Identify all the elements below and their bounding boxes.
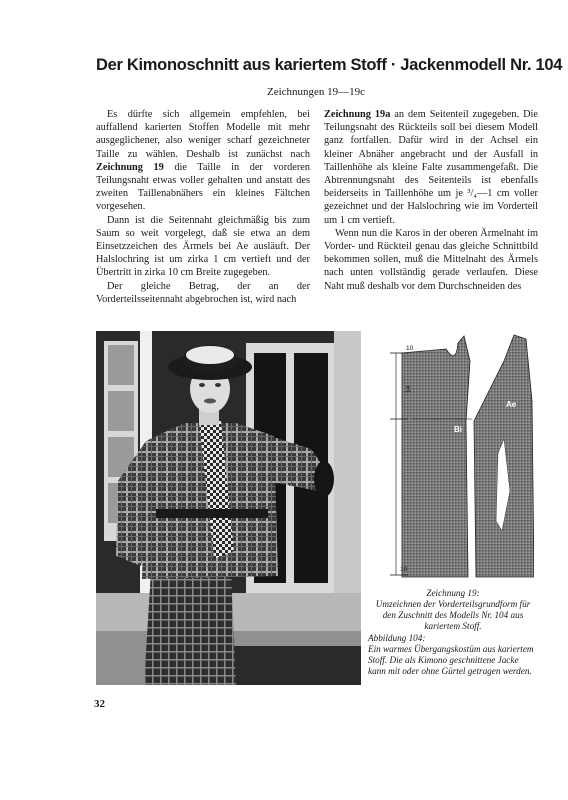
paragraph: Dann ist die Seitennaht gleichmäßig bis zum Saum so weit vorgelegt, daß sie etwa an dem Einsetzzeichen des Ärmels bei Ae ausläuft. Der Halslochring ist um zirka 1 cm vertieft und der Übertritt in zirka 10 cm Breite zugegeben. (96, 214, 310, 279)
photo-illustration (96, 331, 361, 685)
page-number: 32 (94, 698, 105, 710)
paragraph (96, 108, 310, 214)
text-column-right (324, 108, 538, 293)
dimension-label-top: 10 (406, 345, 414, 352)
page-subtitle: Zeichnungen 19—19c (266, 86, 366, 98)
pattern-drawing (386, 331, 534, 583)
text-column-left (96, 108, 310, 306)
pattern-diagram (386, 331, 534, 583)
caption-title: Abbildung 104: (368, 633, 426, 643)
fashion-photo (96, 331, 361, 685)
paragraph (324, 108, 538, 227)
caption-text: Ein warmes Übergangskostüm aus kariertem Stoff. Die als Kimono geschnittene Jacke kann mit oder ohne Gürtel getragen werden. (368, 644, 534, 676)
caption-zeichnung-19 (368, 588, 538, 632)
caption-text: Umzeichnen der Vorderteilsgrundform für den Zuschnitt des Modells Nr. 104 aus kariertem Stoff. (375, 599, 531, 631)
caption-abbildung-104 (368, 633, 538, 677)
paragraph: Der gleiche Betrag, der an der Vorderteilsseitennaht abgebrochen ist, wird nach (96, 280, 310, 305)
marker-ae: Ae (506, 400, 517, 409)
text-run: Es dürfte sich allgemein empfehlen, bei auffallend karierten Stoffen Modelle mit mehr ausgeglichener, also weniger scharf gezeichneter Taille zu wählen. Deshalb ist zunächst nach (96, 109, 310, 160)
bold-reference: Zeichnung 19a (324, 109, 391, 120)
dimension-label-bottom: 10 (400, 566, 408, 573)
bold-reference: Zeichnung 19 (96, 161, 164, 173)
dimension-label-middle: 14 (405, 385, 412, 393)
text-run: an dem Seitenteil zugegeben. Die Teilungsnaht des Rückteils soll bei diesem Modell ganz fortfallen. Dafür wird in der Achsel ein kleiner Abnäher angebracht und der Ausfall in Taillenhöhe als kleine Falte zusammengefaßt. Die Abtrennungsnaht des Seitenteils ist ebenfalls beiderseits in Taillenhöhe um je ³/₄—1 cm voller gezeichnet und der Halslochring wie im Vorderteil um 1 cm vertieft. (324, 109, 538, 226)
paragraph: Wenn nun die Karos in der oberen Ärmelnaht im Vorder- und Rückteil genau das gleiche Schnittbild bekommen sollen, muß die Mittelnaht des Ärmels nach unten vollständig gerade verlaufen. Diese Naht muß deshalb vor dem Durchschneiden des (324, 227, 538, 292)
text-run: die Taille in der vorderen Teilungsnaht etwas voller gehalten und anstatt des zweiten Taillenabnähers ein kleines Fältchen vorgesehen. (96, 161, 310, 213)
caption-title: Zeichnung 19: (426, 588, 480, 598)
page-title: Der Kimonoschnitt aus kariertem Stoff · Jackenmodell Nr. 104 (96, 56, 563, 74)
marker-bi: Bi (454, 425, 462, 434)
